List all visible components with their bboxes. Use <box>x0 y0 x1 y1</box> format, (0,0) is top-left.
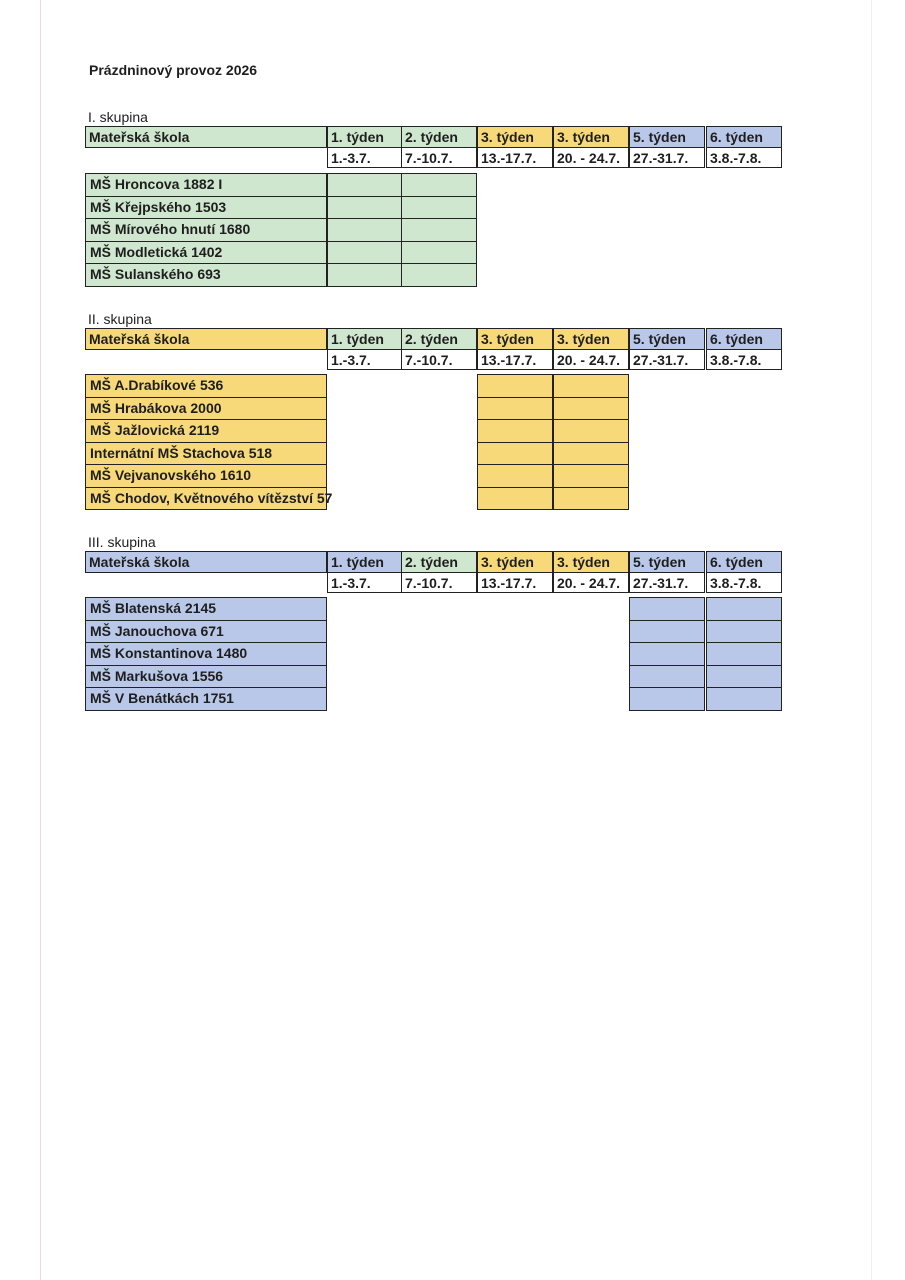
operation-cell <box>629 665 705 689</box>
week-header: 1. týden <box>327 551 403 573</box>
operation-cell <box>553 464 629 488</box>
operation-cell <box>327 173 403 197</box>
week-header: 3. týden <box>477 126 553 148</box>
school-row: MŠ Hroncova 1882 I <box>85 173 327 197</box>
week-header: 6. týden <box>706 328 782 350</box>
operation-cell <box>553 419 629 443</box>
operation-cell <box>629 597 705 621</box>
week-dates: 7.-10.7. <box>401 147 477 168</box>
week-dates: 3.8.-7.8. <box>706 349 782 370</box>
operation-cell <box>706 620 782 644</box>
operation-cell <box>553 374 629 398</box>
operation-cell <box>401 196 477 220</box>
operation-cell <box>706 642 782 666</box>
week-dates: 27.-31.7. <box>629 147 705 168</box>
school-row: MŠ Mírového hnutí 1680 <box>85 218 327 242</box>
operation-cell <box>629 687 705 711</box>
operation-cell <box>553 487 629 511</box>
week-dates: 1.-3.7. <box>327 349 403 370</box>
operation-cell <box>401 173 477 197</box>
school-row: MŠ Chodov, Květnového vítězství 57 <box>85 487 327 511</box>
document-title: Prázdninový provoz 2026 <box>89 62 258 78</box>
school-row: MŠ A.Drabíkové 536 <box>85 374 327 398</box>
week-dates: 3.8.-7.8. <box>706 572 782 593</box>
week-dates: 7.-10.7. <box>401 572 477 593</box>
week-dates: 20. - 24.7. <box>553 147 629 168</box>
operation-cell <box>401 241 477 265</box>
operation-cell <box>327 241 403 265</box>
operation-cell <box>477 419 553 443</box>
scan-edge-left <box>40 0 41 1280</box>
week-header: 2. týden <box>401 328 477 350</box>
school-row: MŠ Křejpského 1503 <box>85 196 327 220</box>
operation-cell <box>553 442 629 466</box>
operation-cell <box>629 642 705 666</box>
operation-cell <box>477 487 553 511</box>
week-header: 1. týden <box>327 126 403 148</box>
table-header-school: Mateřská škola <box>85 328 327 350</box>
operation-cell <box>477 464 553 488</box>
school-row: MŠ Sulanského 693 <box>85 263 327 287</box>
week-header: 6. týden <box>706 126 782 148</box>
school-row: MŠ Jažlovická 2119 <box>85 419 327 443</box>
week-header: 2. týden <box>401 551 477 573</box>
operation-cell <box>327 218 403 242</box>
week-dates: 13.-17.7. <box>477 349 553 370</box>
week-dates: 20. - 24.7. <box>553 572 629 593</box>
week-header: 3. týden <box>477 328 553 350</box>
week-dates: 13.-17.7. <box>477 147 553 168</box>
school-row: MŠ Hrabákova 2000 <box>85 397 327 421</box>
school-row: MŠ Konstantinova 1480 <box>85 642 327 666</box>
week-dates: 20. - 24.7. <box>553 349 629 370</box>
week-header: 3. týden <box>553 328 629 350</box>
week-header: 5. týden <box>629 328 705 350</box>
school-row: MŠ Blatenská 2145 <box>85 597 327 621</box>
week-dates: 27.-31.7. <box>629 349 705 370</box>
operation-cell <box>706 687 782 711</box>
group-label: III. skupina <box>88 534 156 550</box>
operation-cell <box>553 397 629 421</box>
operation-cell <box>477 397 553 421</box>
operation-cell <box>706 665 782 689</box>
week-header: 1. týden <box>327 328 403 350</box>
operation-cell <box>401 218 477 242</box>
week-header: 6. týden <box>706 551 782 573</box>
week-dates: 7.-10.7. <box>401 349 477 370</box>
school-row: MŠ Modletická 1402 <box>85 241 327 265</box>
operation-cell <box>327 263 403 287</box>
week-header: 5. týden <box>629 126 705 148</box>
school-row: MŠ V Benátkách 1751 <box>85 687 327 711</box>
week-header: 5. týden <box>629 551 705 573</box>
operation-cell <box>477 442 553 466</box>
operation-cell <box>629 620 705 644</box>
school-row: Internátní MŠ Stachova 518 <box>85 442 327 466</box>
operation-cell <box>706 597 782 621</box>
operation-cell <box>327 196 403 220</box>
group-label: I. skupina <box>88 109 148 125</box>
week-header: 2. týden <box>401 126 477 148</box>
group-label: II. skupina <box>88 311 152 327</box>
operation-cell <box>401 263 477 287</box>
table-header-school: Mateřská škola <box>85 126 327 148</box>
week-dates: 27.-31.7. <box>629 572 705 593</box>
table-header-school: Mateřská škola <box>85 551 327 573</box>
week-header: 3. týden <box>477 551 553 573</box>
school-row: MŠ Markušova 1556 <box>85 665 327 689</box>
week-dates: 13.-17.7. <box>477 572 553 593</box>
week-dates: 1.-3.7. <box>327 147 403 168</box>
school-row: MŠ Janouchova 671 <box>85 620 327 644</box>
scan-edge-right <box>871 0 872 1280</box>
operation-cell <box>477 374 553 398</box>
week-dates: 1.-3.7. <box>327 572 403 593</box>
school-row: MŠ Vejvanovského 1610 <box>85 464 327 488</box>
week-header: 3. týden <box>553 126 629 148</box>
week-dates: 3.8.-7.8. <box>706 147 782 168</box>
week-header: 3. týden <box>553 551 629 573</box>
